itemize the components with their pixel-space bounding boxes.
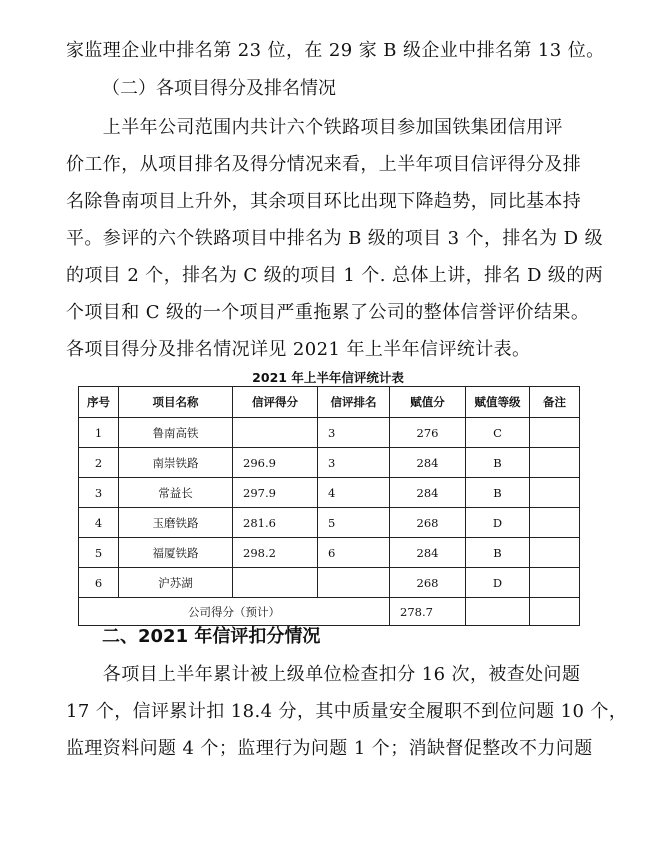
cell-credit-rank: 6 — [318, 538, 390, 568]
table-row — [79, 508, 580, 538]
cell-credit-score: 298.2 — [233, 538, 318, 568]
cell-credit-rank: 3 — [318, 448, 390, 478]
paragraph-line: 平。参评的六个铁路项目中排名为 B 级的项目 3 个，排名为 D 级 — [66, 228, 604, 249]
cell-credit-score — [233, 418, 318, 448]
table-row — [79, 568, 580, 598]
cell-credit-rank: 4 — [318, 478, 390, 508]
cell-assigned-grade: B — [466, 538, 530, 568]
header-assigned-grade: 赋值等级 — [466, 387, 530, 418]
cell-index: 3 — [79, 478, 119, 508]
intro-line: 家监理企业中排名第 23 位，在 29 家 B 级企业中排名第 13 位。 — [66, 40, 605, 61]
table-row — [79, 418, 580, 448]
cell-credit-score: 296.9 — [233, 448, 318, 478]
total-empty-cell — [466, 598, 530, 626]
header-remarks: 备注 — [530, 387, 580, 418]
cell-credit-rank: 5 — [318, 508, 390, 538]
cell-project-name: 沪苏湖 — [119, 568, 233, 598]
cell-index: 5 — [79, 538, 119, 568]
paragraph-line: 监理资料问题 4 个；监理行为问题 1 个；消缺督促整改不力问题 — [66, 738, 593, 759]
cell-assigned-grade: C — [466, 418, 530, 448]
cell-assigned-score: 276 — [390, 418, 466, 448]
cell-project-name: 玉磨铁路 — [119, 508, 233, 538]
header-credit-rank: 信评排名 — [318, 387, 390, 418]
cell-remarks — [530, 538, 580, 568]
paragraph-line: 名除鲁南项目上升外，其余项目环比出现下降趋势，同比基本持 — [66, 191, 582, 212]
cell-credit-score: 297.9 — [233, 478, 318, 508]
cell-assigned-score: 284 — [390, 448, 466, 478]
credit-stats-table — [78, 386, 580, 626]
paragraph-line: 个项目和 C 级的一个项目严重拖累了公司的整体信誉评价结果。 — [66, 302, 590, 323]
cell-remarks — [530, 508, 580, 538]
section-heading: （二）各项目得分及排名情况 — [102, 78, 336, 99]
cell-remarks — [530, 568, 580, 598]
cell-assigned-grade: D — [466, 508, 530, 538]
cell-project-name: 鲁南高铁 — [119, 418, 233, 448]
cell-project-name: 常益长 — [119, 478, 233, 508]
cell-assigned-score: 284 — [390, 478, 466, 508]
cell-remarks — [530, 418, 580, 448]
table-row — [79, 538, 580, 568]
cell-remarks — [530, 448, 580, 478]
header-index: 序号 — [79, 387, 119, 418]
cell-assigned-score: 268 — [390, 568, 466, 598]
header-assigned-score: 赋值分 — [390, 387, 466, 418]
cell-assigned-grade: D — [466, 568, 530, 598]
table-row — [79, 478, 580, 508]
total-label: 公司得分（预计） — [79, 598, 390, 626]
table-header-row — [79, 387, 580, 418]
paragraph-line: 各项目得分及排名情况详见 2021 年上半年信评统计表。 — [66, 339, 531, 360]
total-value: 278.7 — [390, 598, 466, 626]
table-caption: 2021 年上半年信评统计表 — [252, 370, 404, 385]
main-heading: 二、2021 年信评扣分情况 — [102, 626, 321, 647]
cell-remarks — [530, 478, 580, 508]
header-project-name: 项目名称 — [119, 387, 233, 418]
cell-credit-rank — [318, 568, 390, 598]
total-empty-cell — [530, 598, 580, 626]
paragraph-line: 的项目 2 个，排名为 C 级的项目 1 个. 总体上讲，排名 D 级的两 — [66, 265, 604, 286]
cell-assigned-grade: B — [466, 478, 530, 508]
cell-assigned-score: 284 — [390, 538, 466, 568]
cell-assigned-score: 268 — [390, 508, 466, 538]
paragraph-line: 价工作，从项目排名及得分情况来看，上半年项目信评得分及排 — [66, 154, 582, 175]
paragraph-line: 上半年公司范围内共计六个铁路项目参加国铁集团信用评 — [66, 117, 563, 138]
cell-index: 4 — [79, 508, 119, 538]
cell-index: 6 — [79, 568, 119, 598]
cell-credit-score — [233, 568, 318, 598]
paragraph-line: 17 个，信评累计扣 18.4 分，其中质量安全履职不到位问题 10 个， — [66, 701, 628, 722]
cell-project-name: 南崇铁路 — [119, 448, 233, 478]
cell-assigned-grade: B — [466, 448, 530, 478]
cell-project-name: 福厦铁路 — [119, 538, 233, 568]
cell-credit-rank: 3 — [318, 418, 390, 448]
cell-index: 1 — [79, 418, 119, 448]
table-row — [79, 448, 580, 478]
cell-credit-score: 281.6 — [233, 508, 318, 538]
header-credit-score: 信评得分 — [233, 387, 318, 418]
cell-index: 2 — [79, 448, 119, 478]
paragraph-line: 各项目上半年累计被上级单位检查扣分 16 次，被查处问题 — [66, 664, 581, 685]
